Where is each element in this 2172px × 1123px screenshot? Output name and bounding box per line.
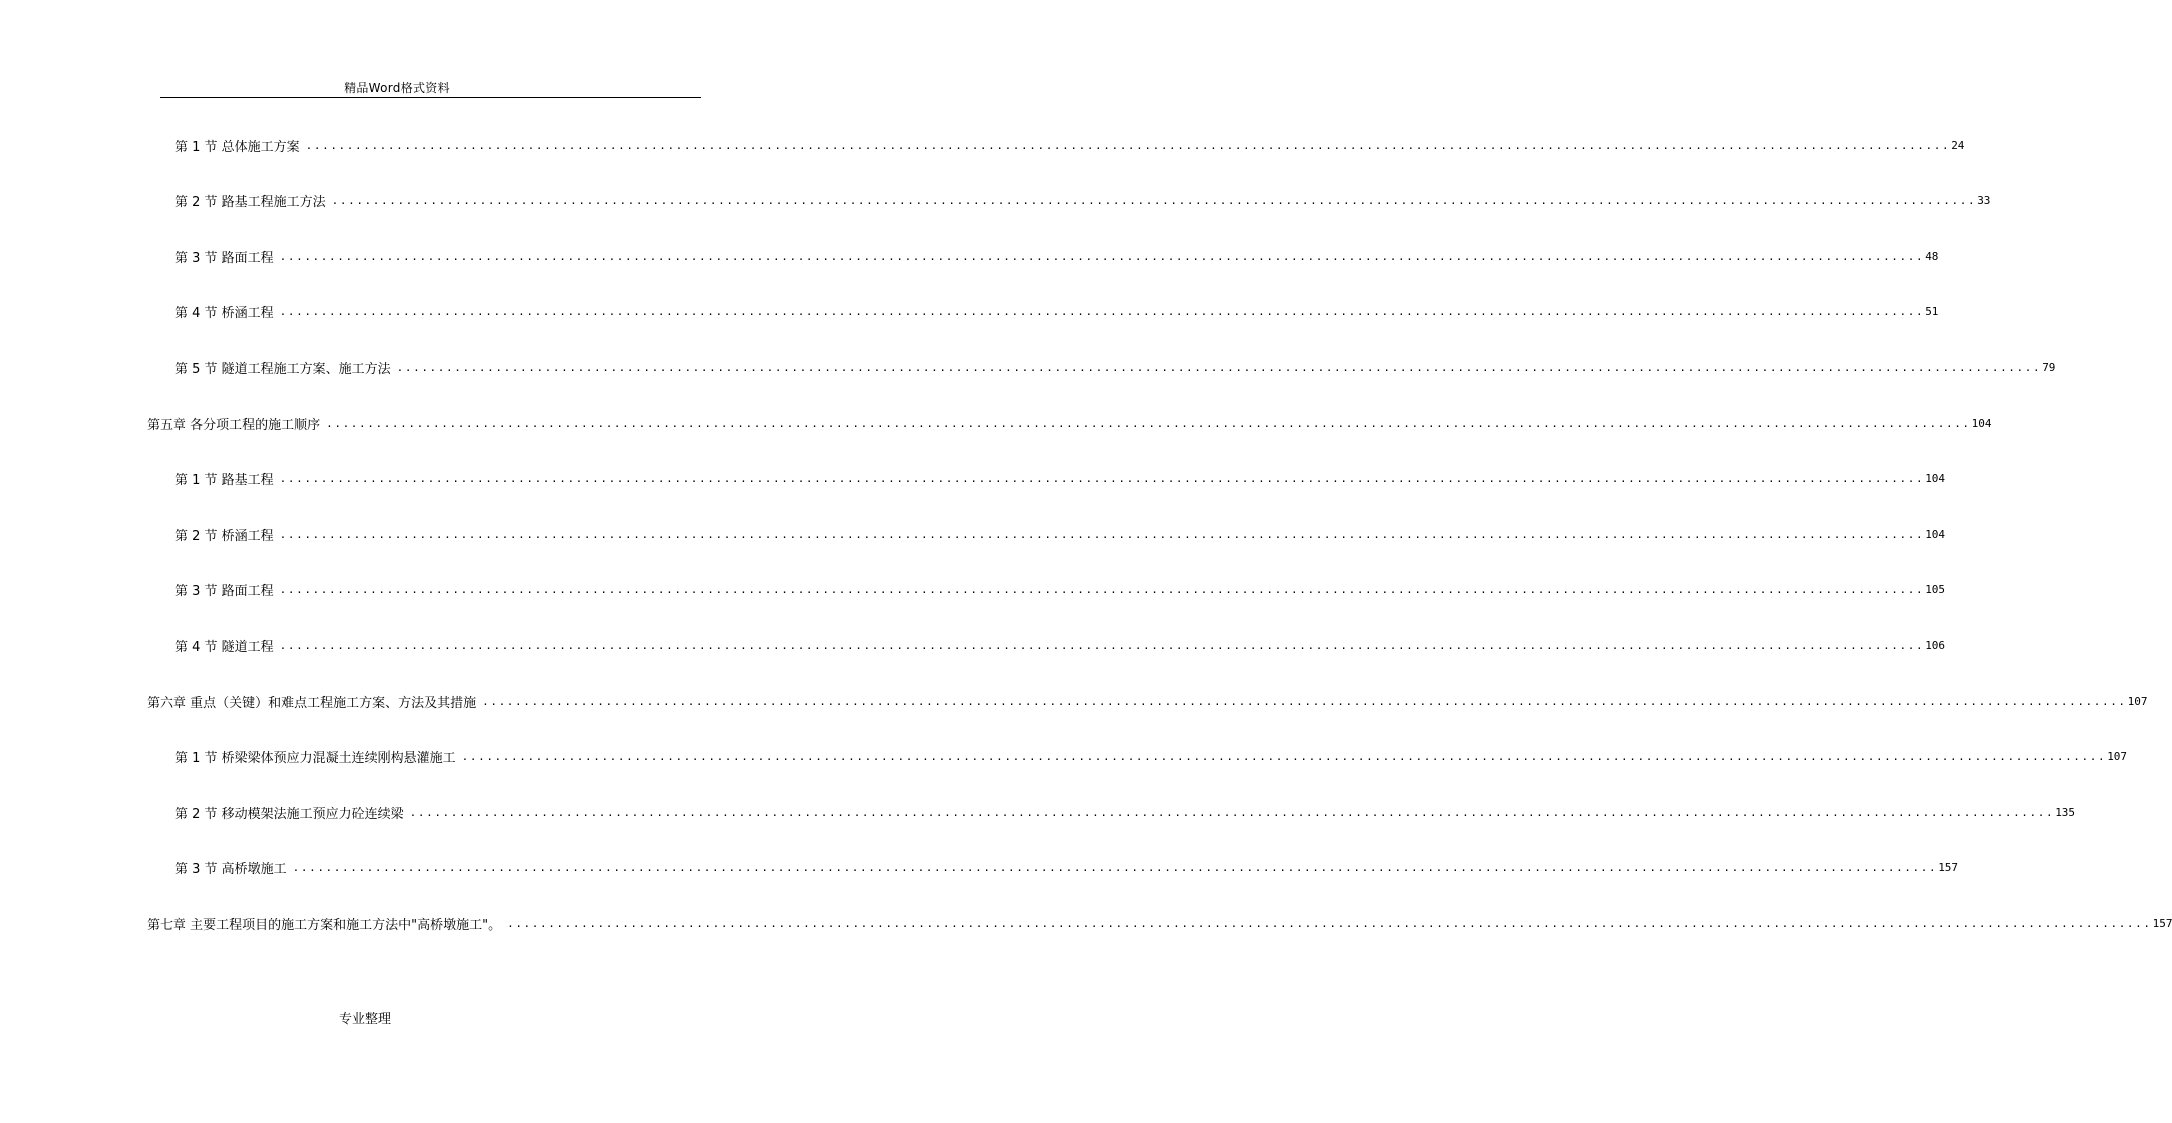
- toc-dot-leader: ........................................................................................................................................................................................................: [507, 916, 2152, 930]
- toc-entry-title: 第 1 节 桥梁梁体预应力混凝土连续刚构悬灌施工: [175, 751, 456, 767]
- toc-dot-leader: ........................................................................................................................................................................................................: [279, 527, 1925, 541]
- toc-page-number: 107: [2127, 694, 2148, 708]
- toc-section-entry[interactable]: [175, 464, 1946, 494]
- toc-entry-title: 第 1 节 总体施工方案: [175, 139, 300, 155]
- toc-dot-leader: ........................................................................................................................................................................................................: [279, 638, 1925, 652]
- toc-page-number: 48: [1925, 249, 1939, 263]
- toc-page-number: 157: [2152, 916, 2172, 930]
- toc-dot-leader: ........................................................................................................................................................................................................: [482, 694, 2127, 708]
- toc-section-entry[interactable]: [175, 742, 2128, 772]
- toc-dot-leader: ........................................................................................................................................................................................................: [279, 472, 1925, 486]
- toc-section-entry[interactable]: [175, 630, 1946, 660]
- toc-dot-leader: ........................................................................................................................................................................................................: [326, 416, 1971, 430]
- toc-page-number: 104: [1925, 527, 1946, 541]
- toc-entry-title: 第 1 节 路基工程: [175, 473, 274, 489]
- toc-page-number: 107: [2107, 750, 2128, 764]
- toc-page-number: 104: [1925, 472, 1946, 486]
- toc-section-entry[interactable]: [175, 297, 1939, 327]
- toc-entry-title: 第 4 节 隧道工程: [175, 639, 274, 655]
- toc-page-number: 33: [1977, 194, 1991, 208]
- toc-section-entry[interactable]: [175, 352, 2056, 382]
- toc-entry-title: 第六章 重点（关键）和难点工程施工方案、方法及其措施: [147, 695, 477, 711]
- page-header-title: 精品Word格式资料: [344, 81, 450, 95]
- toc-entry-title: 第 2 节 桥涵工程: [175, 528, 274, 544]
- toc-section-entry[interactable]: [175, 797, 2076, 827]
- toc-entry-title: 第 3 节 路面工程: [175, 584, 274, 600]
- toc-entry-title: 第 5 节 隧道工程施工方案、施工方法: [175, 361, 391, 377]
- toc-dot-leader: ........................................................................................................................................................................................................: [279, 305, 1925, 319]
- toc-page-number: 24: [1951, 138, 1965, 152]
- toc-dot-leader: ........................................................................................................................................................................................................: [279, 583, 1925, 597]
- toc-entry-title: 第 2 节 移动模架法施工预应力砼连续梁: [175, 806, 404, 822]
- toc-section-entry[interactable]: [175, 853, 1959, 883]
- toc-entry-title: 第五章 各分项工程的施工顺序: [147, 417, 321, 433]
- toc-dot-leader: ........................................................................................................................................................................................................: [461, 750, 2107, 764]
- header-divider: [160, 97, 701, 98]
- toc-entry-title: 第七章 主要工程项目的施工方案和施工方法中"高桥墩施工"。: [147, 917, 502, 933]
- toc-dot-leader: ........................................................................................................................................................................................................: [409, 805, 2055, 819]
- toc-page-number: 106: [1925, 638, 1946, 652]
- page-footer-text: 专业整理: [338, 1012, 391, 1027]
- toc-entry-title: 第 4 节 桥涵工程: [175, 306, 274, 322]
- toc-page-number: 79: [2042, 360, 2056, 374]
- toc-section-entry[interactable]: [175, 575, 1946, 605]
- toc-dot-leader: ........................................................................................................................................................................................................: [396, 360, 2042, 374]
- toc-chapter-entry[interactable]: [147, 686, 2148, 716]
- toc-section-entry[interactable]: [175, 130, 1965, 160]
- toc-page-number: 105: [1925, 583, 1946, 597]
- toc-chapter-entry[interactable]: [147, 408, 1992, 438]
- toc-dot-leader: ........................................................................................................................................................................................................: [305, 138, 1951, 152]
- toc-page-number: 104: [1971, 416, 1992, 430]
- toc-dot-leader: ........................................................................................................................................................................................................: [279, 249, 1925, 263]
- toc-dot-leader: ........................................................................................................................................................................................................: [331, 194, 1977, 208]
- toc-section-entry[interactable]: [175, 186, 1991, 216]
- toc-dot-leader: ........................................................................................................................................................................................................: [292, 861, 1938, 875]
- toc-page-number: 157: [1938, 861, 1959, 875]
- toc-chapter-entry[interactable]: [147, 908, 2172, 938]
- toc-entry-title: 第 2 节 路基工程施工方法: [175, 195, 326, 211]
- toc-entry-title: 第 3 节 高桥墩施工: [175, 862, 287, 878]
- toc-section-entry[interactable]: [175, 241, 1939, 271]
- toc-page-number: 51: [1925, 305, 1939, 319]
- toc-section-entry[interactable]: [175, 519, 1946, 549]
- toc-entry-title: 第 3 节 路面工程: [175, 250, 274, 266]
- toc-page-number: 135: [2055, 805, 2076, 819]
